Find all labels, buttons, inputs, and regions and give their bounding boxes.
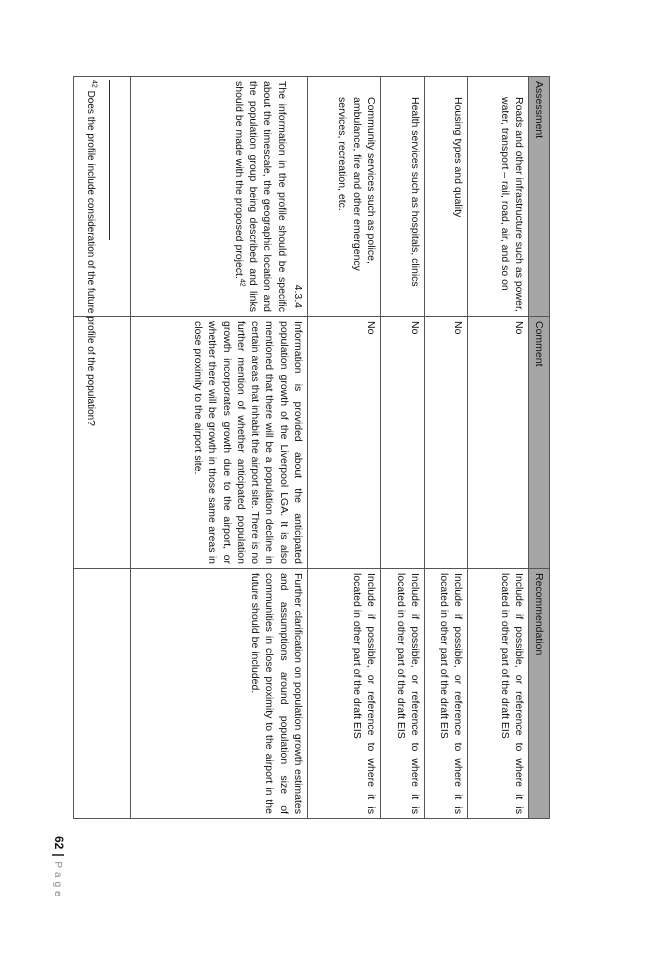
assessment-table-rotated bbox=[122, 76, 550, 818]
table-row bbox=[74, 77, 131, 819]
assessment-cell: Community services such as police, ambulance, fire and other emergency services, recreation, etc. bbox=[308, 77, 381, 317]
assessment-table bbox=[73, 76, 550, 819]
comment-cell bbox=[74, 317, 131, 569]
table-header-row bbox=[529, 77, 550, 819]
comment-cell: No bbox=[468, 317, 529, 569]
assessment-cell: Roads and other infrastructure such as power, water, transport – rail, road, air, and so on bbox=[468, 77, 529, 317]
comment-cell: No bbox=[308, 317, 381, 569]
page-word: Page bbox=[52, 861, 63, 901]
table-row bbox=[381, 77, 425, 819]
footnote-number: 42 bbox=[90, 80, 98, 88]
page-number bbox=[52, 836, 66, 956]
header-comment: Comment bbox=[529, 317, 550, 569]
recommendation-cell: Further clarification on population growth estimates and assumptions around population size of communities in close proximity to the airport in the future should be included. bbox=[131, 569, 308, 819]
assessment-text-body: The information in the profile should be specific about the timescale, the geographic location and the population group being described and links should be made with the proposed project. bbox=[232, 81, 288, 312]
table-row bbox=[308, 77, 381, 819]
assessment-text bbox=[232, 81, 289, 312]
footnote-ref: 42 bbox=[238, 278, 246, 287]
comment-cell: Information is provided about the anticipated population growth of the Liverpool LGA. It is also mentioned that there will be a population decline in certain areas that inhabit the airport site. There is no further mention of whether anticipated population growth incorporates growth due to the airport, or whether there will be growth in those same areas in close proximity to the airport site. bbox=[131, 317, 308, 569]
assessment-cell bbox=[131, 77, 308, 317]
header-assessment: Assessment bbox=[529, 77, 550, 317]
footnote bbox=[85, 80, 96, 780]
table-row bbox=[468, 77, 529, 819]
table-row bbox=[131, 77, 308, 819]
comment-cell: No bbox=[425, 317, 468, 569]
table-row bbox=[425, 77, 468, 819]
recommendation-cell: Include if possible, or reference to where it is located in other part of the draft EIS bbox=[308, 569, 381, 819]
recommendation-cell bbox=[74, 569, 131, 819]
recommendation-cell: Include if possible, or reference to where it is located in other part of the draft EIS bbox=[468, 569, 529, 819]
page-divider bbox=[52, 854, 64, 856]
comment-cell: No bbox=[381, 317, 425, 569]
assessment-cell bbox=[74, 77, 131, 317]
assessment-cell: Housing types and quality bbox=[425, 77, 468, 317]
page-number-value: 62 bbox=[52, 836, 66, 850]
section-number: 4.3.4 bbox=[292, 284, 304, 308]
header-recommendation: Recommendation bbox=[529, 569, 550, 819]
footnote-rule bbox=[109, 80, 110, 240]
recommendation-cell: Include if possible, or reference to where it is located in other part of the draft EIS bbox=[381, 569, 425, 819]
recommendation-cell: Include if possible, or reference to where it is located in other part of the draft EIS bbox=[425, 569, 468, 819]
footnote-text: Does the profile include consideration of the future profile of the population? bbox=[85, 90, 96, 426]
assessment-cell: Health services such as hospitals, clinics bbox=[381, 77, 425, 317]
